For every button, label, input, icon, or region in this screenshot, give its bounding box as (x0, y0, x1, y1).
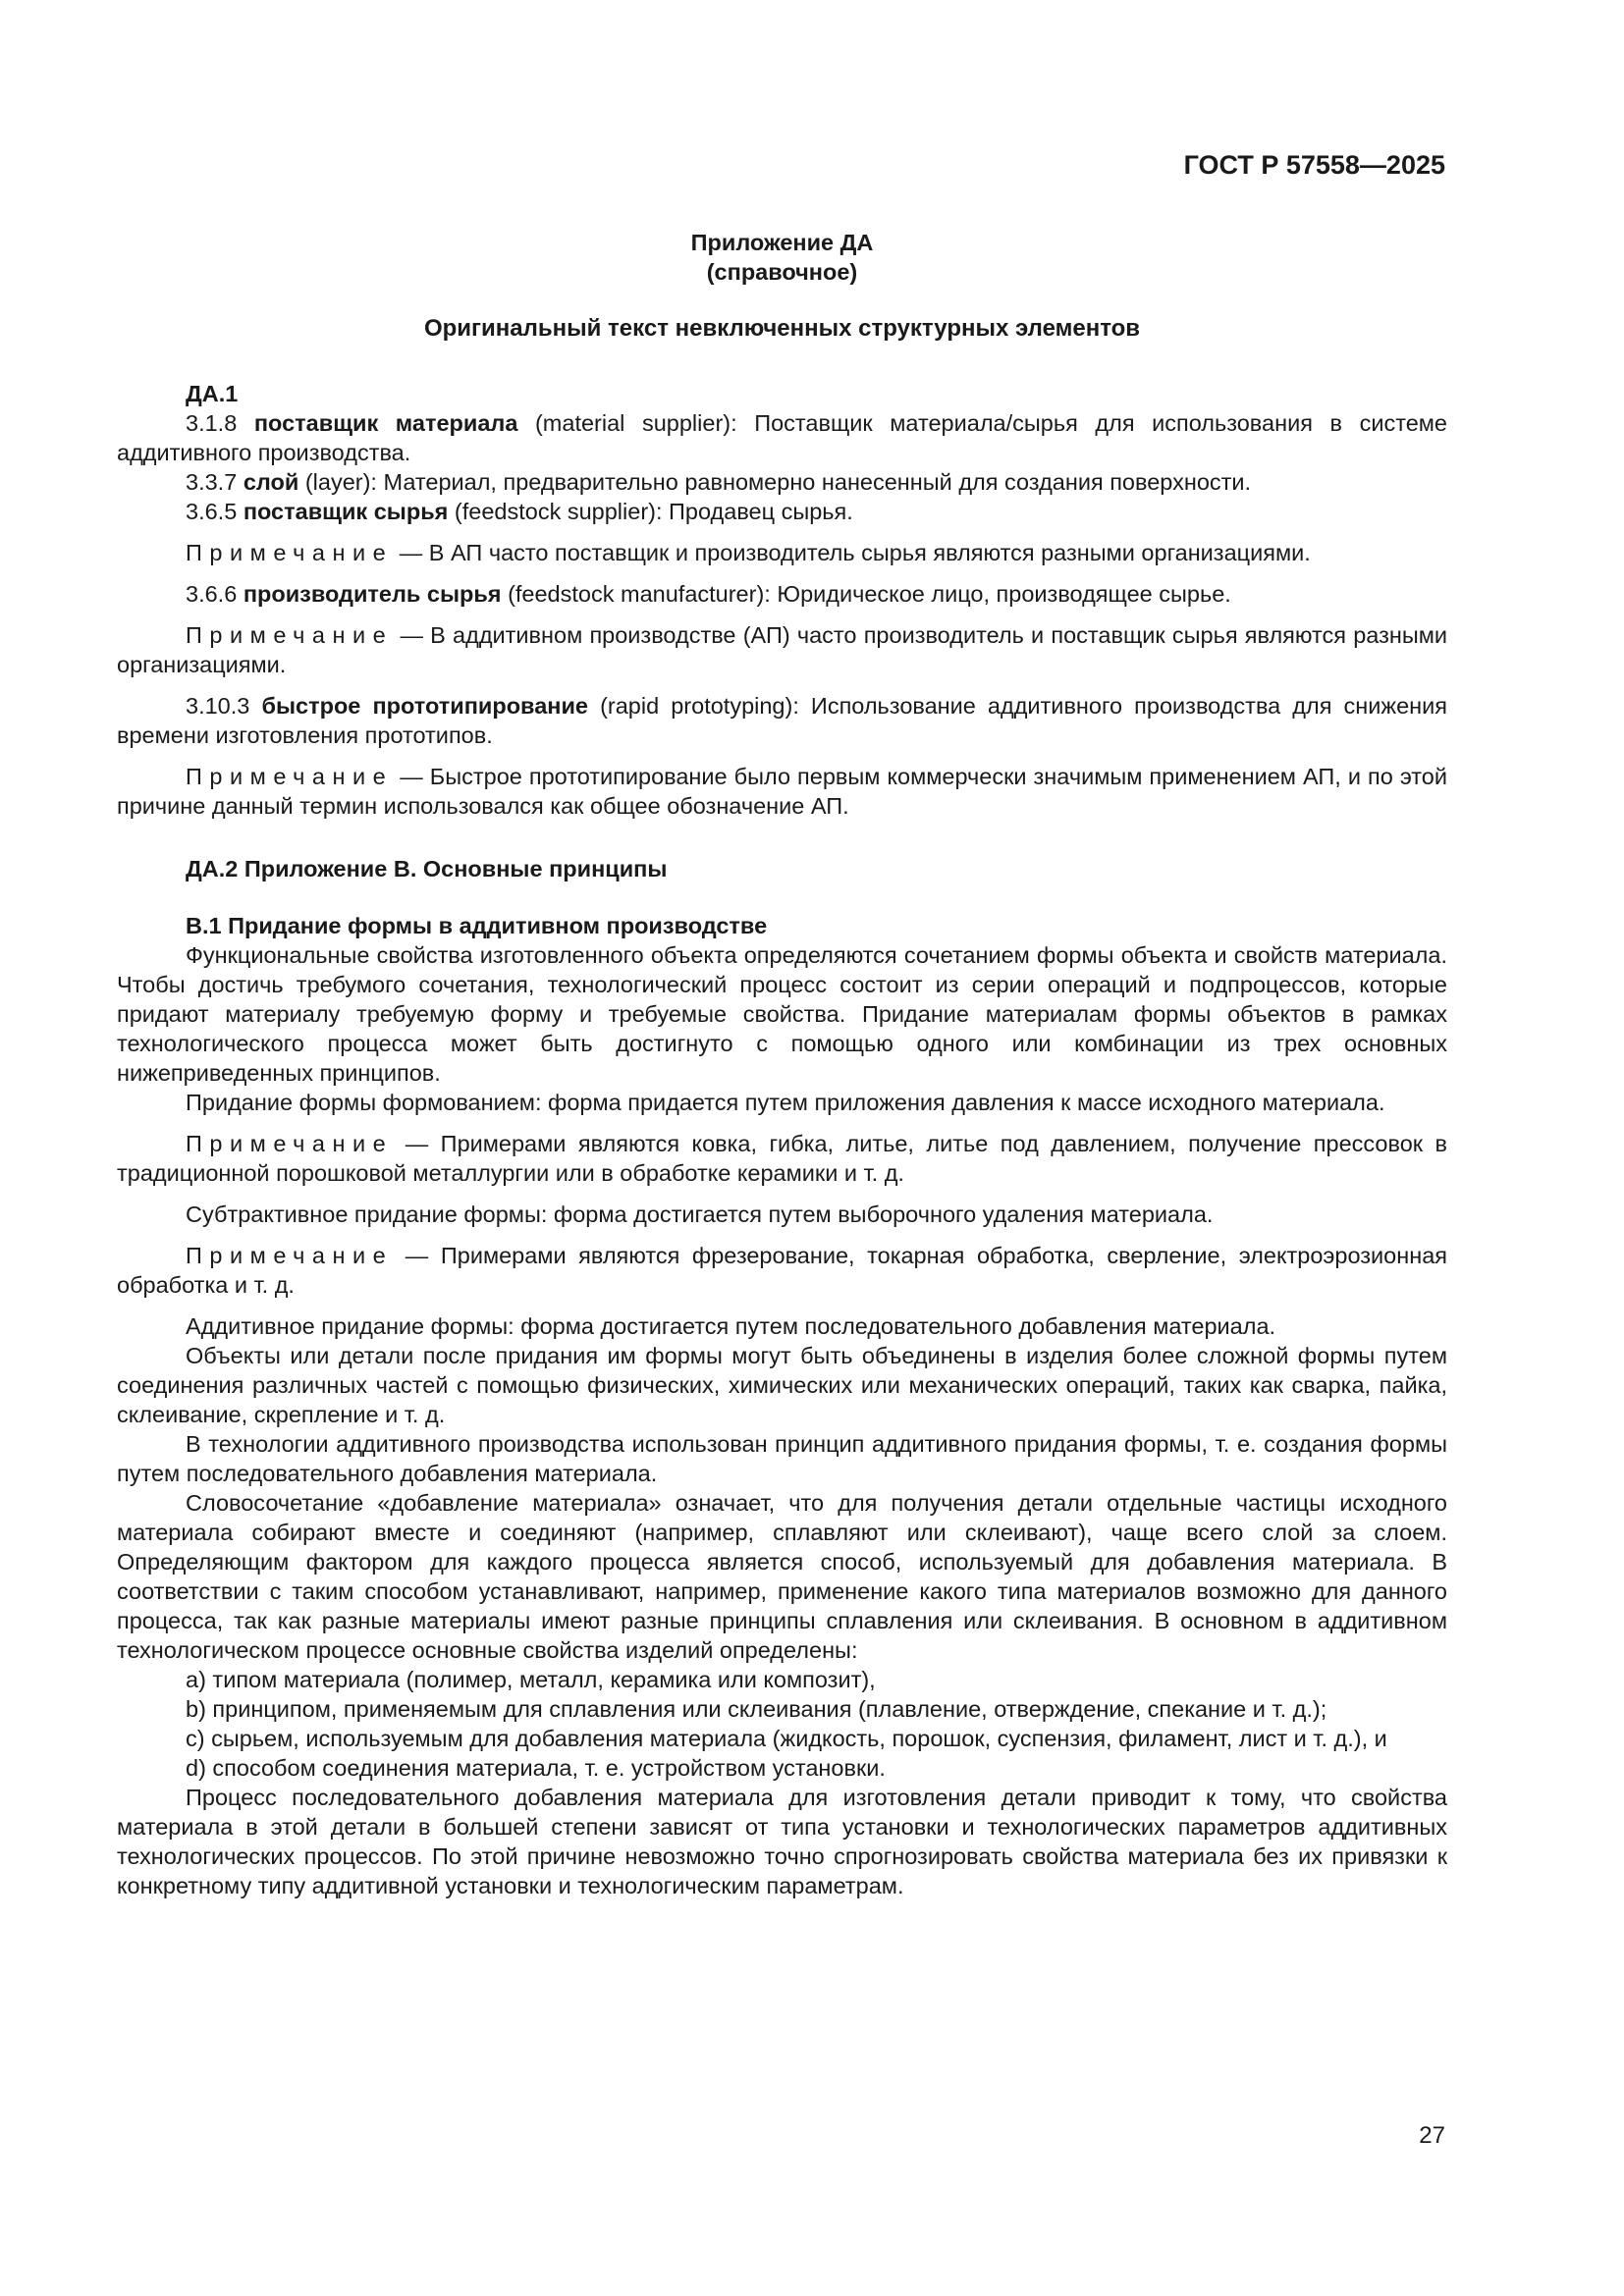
term-name: быстрое прототипирование (261, 693, 588, 719)
section-b1-heading: В.1 Придание формы в аддитивном производстве (186, 913, 768, 938)
term-3-6-5: 3.6.5 поставщик сырья (feedstock supplier): Продавец сырья. (186, 499, 853, 524)
term-3-10-3: 3.10.3 быстрое прототипирование (rapid prototyping): Использование аддитивного производства для снижения времени изготовления прототипов. (117, 693, 1448, 748)
term-3-6-6: 3.6.6 производитель сырья (feedstock manufacturer): Юридическое лицо, производящее сырье. (186, 581, 1231, 607)
term-3-3-7: 3.3.7 слой (layer): Материал, предварительно равномерно нанесенный для создания поверхности. (186, 469, 1252, 495)
list-item: d) способом соединения материала, т. е. устройством установки. (186, 1755, 886, 1781)
page-content (117, 228, 1447, 1900)
paragraph: Аддитивное придание формы: форма достигается путем последовательного добавления материала. (186, 1313, 1276, 1339)
paragraph: Объекты или детали после придания им формы могут быть объединены в изделия более сложной формы путем соединения различных частей с помощью физических, химических или механических операций, таких как сварка, пайка, склеивание, скрепление и т. д. (117, 1343, 1447, 1427)
note-1: Примечание — В АП часто поставщик и производитель сырья являются разными организациями. (186, 540, 1311, 565)
note-label: Примечание (186, 540, 394, 565)
appendix-subtitle: (справочное) (706, 259, 858, 285)
note-2: Примечание — В аддитивном производстве (АП) часто производитель и поставщик сырья являются разными организациями. (117, 622, 1447, 677)
note-label: Примечание (186, 764, 394, 789)
term-name: поставщик сырья (243, 499, 449, 524)
term-name: поставщик материала (253, 410, 518, 436)
section-da1-heading: ДА.1 (186, 381, 239, 406)
section-da2-heading: ДА.2 Приложение В. Основные принципы (186, 856, 668, 881)
paragraph: Функциональные свойства изготовленного объекта определяются сочетанием формы объекта и свойств материала. Чтобы достичь требумого сочетания, технологический процесс состоит из серии операций и подпроцессов, которые придают материалу требуемую форму и требуемые свойства. Придание материалам формы объектов в рамках технологического процесса может быть достигнуто с помощью одного или комбинации из трех основных нижеприведенных принципов. (117, 942, 1447, 1086)
list-item: c) сырьем, используемым для добавления материала (жидкость, порошок, суспензия, филамент, лист и т. д.), и (186, 1726, 1387, 1751)
term-3-1-8: 3.1.8 поставщик материала (material supplier): Поставщик материала/сырья для использования в системе аддитивного производства. (117, 410, 1447, 465)
page-number: 27 (1419, 2122, 1445, 2149)
list-item: b) принципом, применяемым для сплавления или склеивания (плавление, отверждение, спекание и т. д.); (186, 1696, 1327, 1722)
paragraph: Процесс последовательного добавления материала для изготовления детали приводит к тому, что свойства материала в этой детали в большей степени зависят от типа установки и технологических параметров аддитивных технологических процессов. По этой причине невозможно точно спрогнозировать свойства материала без их привязки к конкретному типу аддитивной установки и технологическим параметрам. (117, 1785, 1447, 1898)
document-title: Оригинальный текст невключенных структурных элементов (423, 315, 1141, 342)
note-label: Примечание (186, 622, 394, 648)
appendix-title: Приложение ДА (690, 230, 874, 255)
paragraph: Придание формы формованием: форма придается путем приложения давления к массе исходного материала. (186, 1090, 1385, 1115)
note-3: Примечание — Быстрое прототипирование было первым коммерчески значимым применением АП, и по этой причине данный термин использовался как общее обозначение АП. (117, 764, 1447, 819)
term-name: слой (243, 469, 299, 495)
standard-number: ГОСТ Р 57558—2025 (1183, 150, 1445, 180)
term-name: производитель сырья (243, 581, 502, 607)
note-label: Примечание (186, 1243, 394, 1268)
list-item: а) типом материала (полимер, металл, керамика или композит), (186, 1667, 876, 1692)
paragraph: Словосочетание «добавление материала» означает, что для получения детали отдельные частицы исходного материала собирают вместе и соединяют (например, сплавляют или склеивают), чаще всего слой за слоем. Определяющим фактором для каждого процесса является способ, используемый для добавления материала. В соответствии с таким способом устанавливают, например, применение какого типа материалов возможно для данного процесса, так как разные материалы имеют разные принципы сплавления или склеивания. В основном в аддитивном технологическом процессе основные свойства изделий определены: (117, 1490, 1447, 1663)
note-4: Примечание — Примерами являются ковка, гибка, литье, литье под давлением, получение прессовок в традиционной порошковой металлургии или в обработке керамики и т. д. (117, 1131, 1448, 1186)
paragraph: В технологии аддитивного производства использован принцип аддитивного придания формы, т. е. создания формы путем последовательного добавления материала. (117, 1431, 1447, 1486)
note-label: Примечание (186, 1131, 394, 1156)
note-5: Примечание — Примерами являются фрезерование, токарная обработка, сверление, электроэрозионная обработка и т. д. (117, 1243, 1447, 1298)
paragraph: Субтрактивное придание формы: форма достигается путем выборочного удаления материала. (186, 1201, 1214, 1227)
